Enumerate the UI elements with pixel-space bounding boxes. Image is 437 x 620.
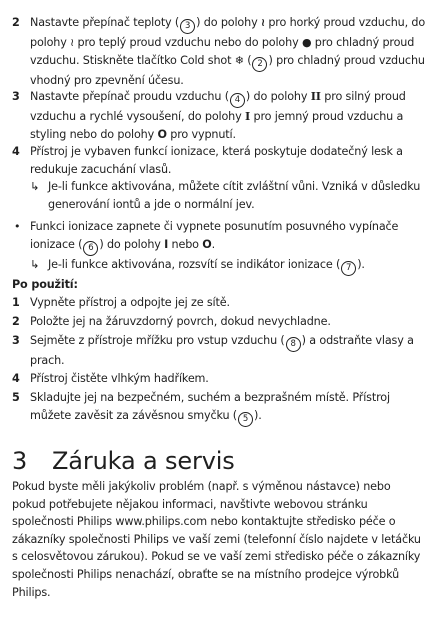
step-airflow — [12, 88, 430, 143]
callout-number: 6 — [83, 241, 98, 256]
cold-air-icon: ● — [301, 36, 312, 49]
usage-step: 4 Přístroj čistěte vlhkým hadříkem. — [12, 372, 209, 385]
on-icon: I — [164, 237, 169, 251]
section-number: 3 — [12, 447, 28, 475]
warm-air-icon: ≀ — [70, 36, 75, 49]
usage-step: 5 Skladujte jej na bezpečném, suchém a bezprašném místě. Přístroj můžete zavěsit za závěsnou smyčku ( 5 ). — [12, 389, 430, 427]
off-icon: O — [157, 127, 167, 141]
callout-number: 8 — [286, 337, 301, 352]
low-speed-icon: I — [245, 109, 251, 123]
high-speed-icon: II — [310, 89, 321, 103]
section-heading: Záruka a servis — [52, 447, 235, 475]
arrow-icon: ↳ — [30, 180, 40, 194]
callout-number: 5 — [238, 412, 253, 427]
usage-step: 1 Vypněte přístroj a odpojte jej ze sítě. — [12, 296, 230, 309]
callout-number: 2 — [252, 57, 267, 72]
bullet-icon: • — [14, 220, 21, 233]
callout-number: 3 — [180, 19, 195, 34]
result-note: ↳ Je-li funkce aktivována, můžete cítit zvláštní vůni. Vzniká v důsledku generování iontů a jde o normální jev. — [30, 180, 421, 211]
arrow-icon: ↳ — [30, 257, 40, 271]
step-ionization — [12, 143, 430, 213]
step-text: Přístroj je vybaven funkcí ionizace, která poskytuje dodatečný lesk a redukuje zacuchání vlasů. — [30, 145, 403, 176]
warranty-paragraph: Pokud byste měli jakýkoliv problém (např. s výměnou nástavce) nebo pokud potřebujete nějakou informaci, navštivte webovou stránku společnosti Philips www.philips.com nebo kontaktujte středisko péče o zákazníky společnosti Philips ve vaší zemi (telefonní číslo najdete v letáčku s celosvětovou zárukou). Pokud se ve vaší zemi středisko péče o zákazníky společnosti Philips nenachází, obraťte se na místního prodejce výrobků Philips. — [12, 480, 421, 599]
step-temperature — [12, 14, 430, 89]
off-icon: O — [202, 237, 212, 251]
ionization-toggle-note — [12, 218, 430, 276]
step-text: Nastavte přepínač proudu vzduchu ( 4 ) do polohy II pro silný proud vzduchu a rychlé vysoušení, do polohy I pro jemný proud vzduchu a styling nebo do polohy O pro vypnutí. — [30, 89, 406, 141]
result-note: ↳ Je-li funkce aktivována, rozsvítí se indikátor ionizace ( 7 ). — [30, 256, 430, 276]
bullet-text: Funkci ionizace zapnete či vypnete posunutím posuvného vypínače ionizace ( 6 ) do polohy I nebo O. — [30, 218, 430, 256]
step-number: 4 — [12, 145, 20, 158]
section-title — [12, 446, 235, 476]
usage-heading: Po použití: — [12, 278, 78, 291]
callout-number: 7 — [341, 261, 356, 276]
usage-step: 3 Sejměte z přístroje mřížku pro vstup vzduchu ( 8 ) a odstraňte vlasy a prach. — [12, 334, 414, 367]
hot-air-icon: ≀ — [260, 16, 265, 29]
usage-step: 2 Položte jej na žáruvzdorný povrch, dokud nevychladne. — [12, 315, 331, 328]
step-text: Nastavte přepínač teploty ( 3 ) do polohy ≀ pro horký proud vzduchu, do polohy ≀ pro teplý proud vzduchu nebo do polohy ● pro chladný proud vzduchu. Stiskněte tlačítko Cold shot ❄ ( 2 ) pro chladný proud vzduchu vhodný pro zpevnění účesu. — [30, 16, 426, 87]
step-number: 2 — [12, 16, 20, 29]
step-number: 3 — [12, 90, 20, 103]
snowflake-icon: ❄ — [234, 53, 244, 67]
callout-number: 4 — [230, 93, 245, 108]
